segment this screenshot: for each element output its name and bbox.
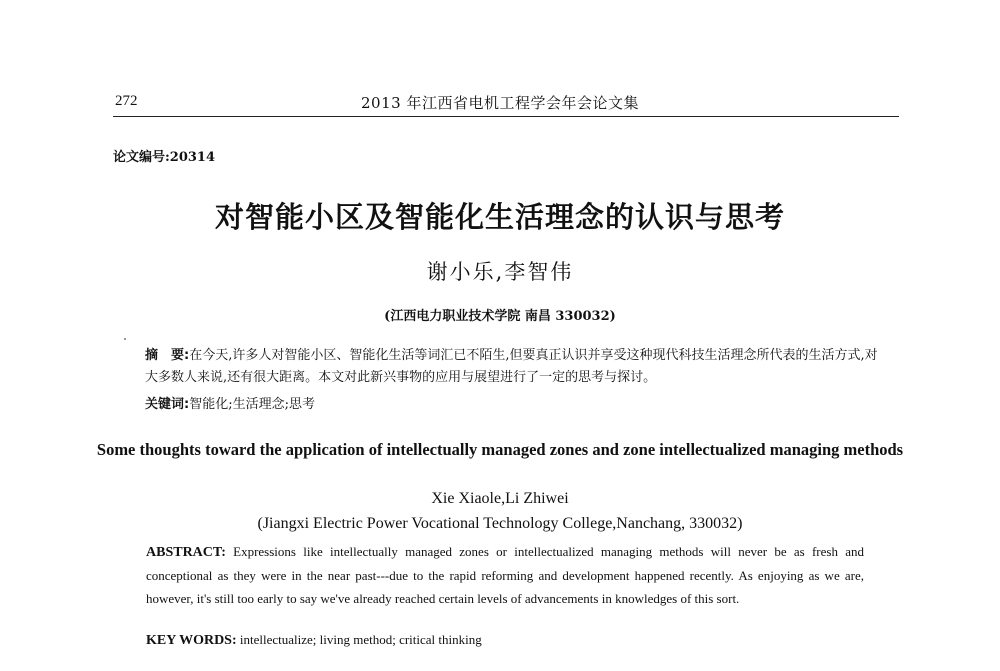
english-title: Some thoughts toward the application of intellectually managed zones and zone intellectualized managing methods bbox=[96, 440, 904, 459]
header-rule bbox=[113, 116, 899, 117]
chinese-abstract-label: 摘 要: bbox=[145, 348, 190, 363]
chinese-keywords bbox=[145, 393, 315, 412]
chinese-keywords-text: 智能化;生活理念;思考 bbox=[189, 397, 315, 412]
english-abstract-text: Expressions like intellectually managed zones or intellectualized managing methods will never be as fresh and conceptional as they were in the near past---due to the rapid reforming and development happened recently. As enjoying as we are, however, it's still too early to say we've already reached certain levels of advancements in knowledges of this sort. bbox=[146, 544, 864, 606]
chinese-title: 对智能小区及智能化生活理念的认识与思考 bbox=[214, 200, 785, 234]
chinese-affiliation: (江西电力职业技术学院 南昌 330032) bbox=[384, 309, 616, 324]
running-header: 2013 年江西省电机工程学会年会论文集 bbox=[361, 94, 639, 112]
page-number: 272 bbox=[115, 93, 138, 109]
chinese-keywords-label: 关键词: bbox=[145, 397, 190, 412]
english-abstract-label: ABSTRACT: bbox=[146, 545, 226, 560]
chinese-abstract bbox=[145, 345, 880, 389]
paper-id: 论文编号:20314 bbox=[113, 150, 216, 165]
english-keywords-text: intellectualize; living method; critical thinking bbox=[236, 632, 482, 647]
english-abstract bbox=[146, 540, 864, 610]
english-authors: Xie Xiaole,Li Zhiwei bbox=[431, 490, 569, 507]
scan-speck bbox=[124, 338, 126, 340]
chinese-authors: 谢小乐,李智伟 bbox=[426, 260, 574, 284]
chinese-abstract-text: 在今天,许多人对智能小区、智能化生活等词汇已不陌生,但要真正认识并享受这种现代科技生活理念所代表的生活方式,对大多数人来说,还有很大距离。本文对此新兴事物的应用与展望进行了一定的思考与探讨。 bbox=[145, 348, 878, 385]
english-affiliation: (Jiangxi Electric Power Vocational Technology College,Nanchang, 330032) bbox=[257, 515, 743, 532]
english-keywords bbox=[146, 632, 482, 649]
english-keywords-label: KEY WORDS: bbox=[146, 633, 237, 648]
